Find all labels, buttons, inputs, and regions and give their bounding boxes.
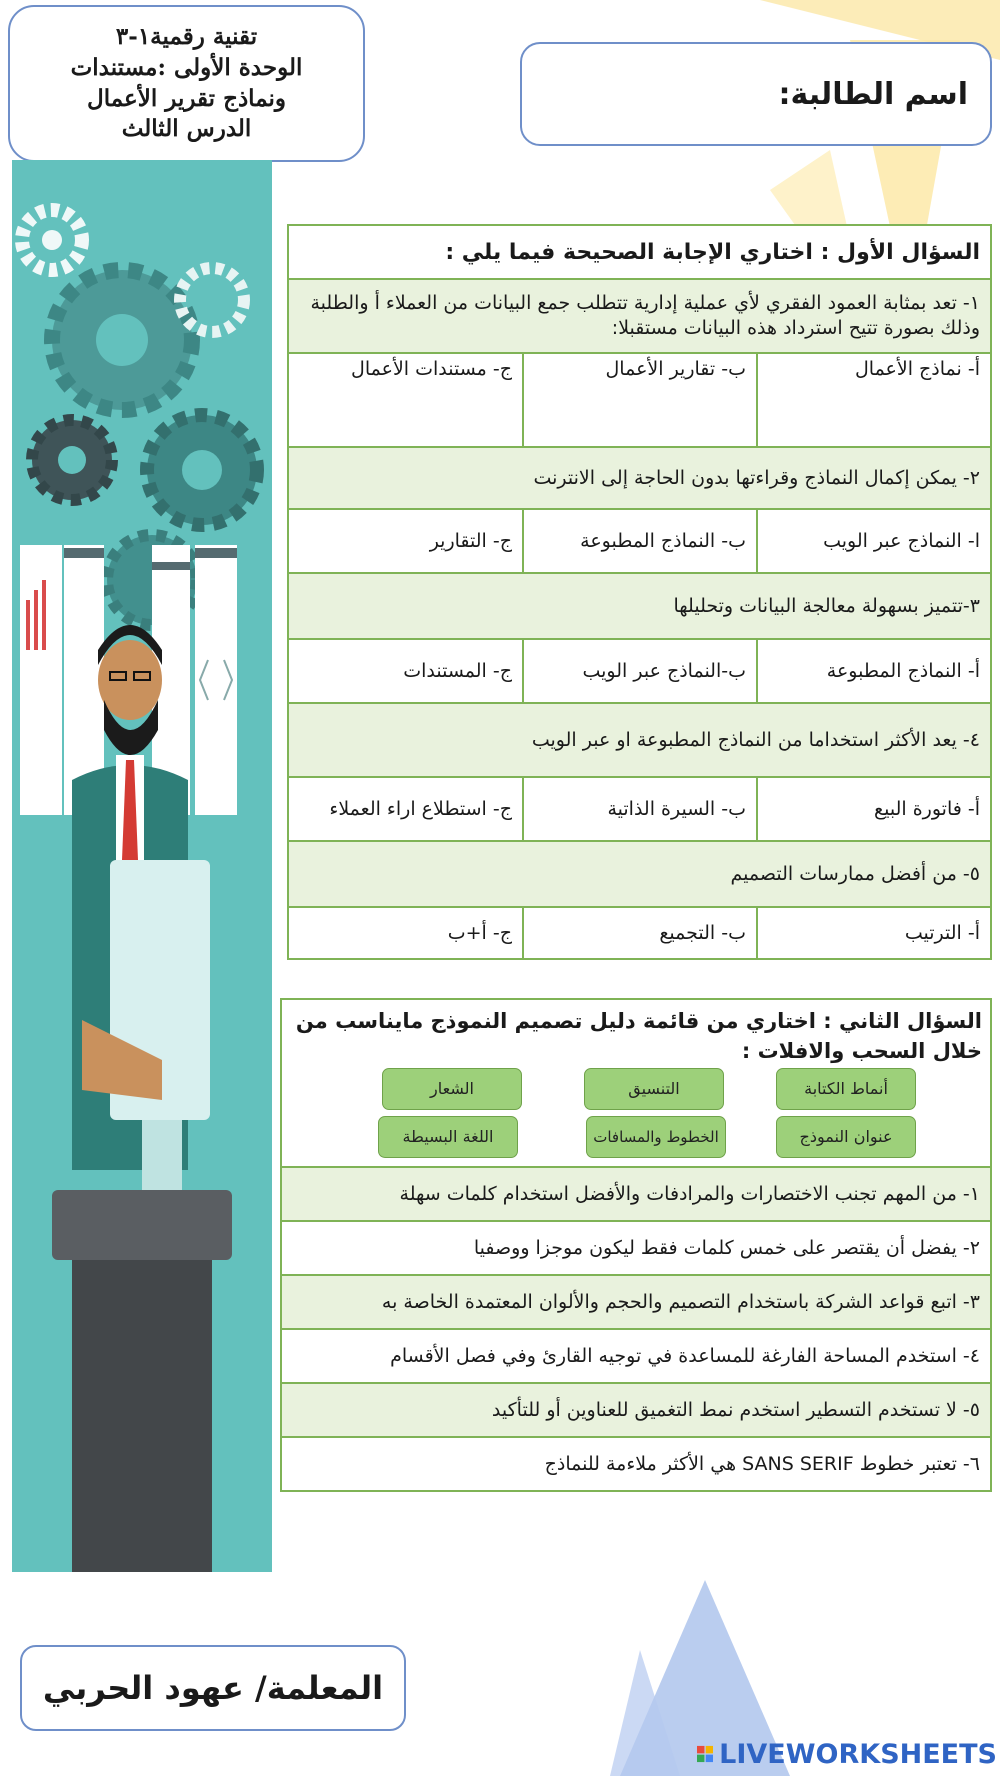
drag-choice[interactable]: التنسيق [584,1068,724,1110]
option-cell[interactable]: ب- التجميع [523,907,757,959]
lesson-line: الدرس الثالث [121,115,252,143]
option-cell[interactable]: ب- السيرة الذاتية [523,777,757,841]
option-cell[interactable]: ب-النماذج عبر الويب [523,639,757,703]
question2-header [280,998,992,1166]
lesson-line: ونماذج تقرير الأعمال [87,84,286,112]
option-cell[interactable]: ا- النماذج عبر الويب [757,509,991,573]
drop-statement[interactable]: ٤- استخدم المساحة الفارغة للمساعدة في توجيه القارئ وفي فصل الأقسام [281,1329,991,1383]
liveworksheets-icon [697,1741,713,1767]
question2-title: السؤال الثاني : اختاري من قائمة دليل تصميم النموذج مايناسب من خلال السحب والافلات : [295,1009,982,1064]
gear-icon [52,270,192,410]
option-cell[interactable]: ب- النماذج المطبوعة [523,509,757,573]
option-cell[interactable]: أ- نماذج الأعمال [757,353,991,447]
option-cell[interactable]: ج- التقارير [288,509,523,573]
drag-choice[interactable]: الخطوط والمسافات [586,1116,726,1158]
business-man-illustration [12,160,272,1572]
lesson-line: تقنية رقمية١-٣ [115,23,258,51]
student-name-box[interactable] [520,42,992,146]
document-sheet [20,545,62,815]
liveworksheets-logo [697,1736,997,1772]
drop-statement[interactable]: ٣- اتبع قواعد الشركة باستخدام التصميم والحجم والألوان المعتمدة الخاصة به [281,1275,991,1329]
option-cell[interactable]: ج- مستندات الأعمال [288,353,523,447]
gear-icon [22,210,82,270]
desk [52,1190,232,1260]
drop-statement[interactable]: ٢- يفضل أن يقتصر على خمس كلمات فقط ليكون موجزا ووصفيا [281,1221,991,1275]
drop-statement[interactable]: ٥- لا تستخدم التسطير استخدم نمط التغميق للعناوين أو للتأكيد [281,1383,991,1437]
document-sheet [195,545,237,815]
gear-icon [147,415,257,525]
teacher-name: المعلمة/ عهود الحربي [42,1669,384,1707]
lesson-title-box [8,5,365,162]
gear-icon [180,268,244,332]
student-name-label: اسم الطالبة: [778,76,968,112]
question-item: ٥- من أفضل ممارسات التصميم [288,841,991,907]
lesson-line: الوحدة الأولى :مستندات [70,53,303,81]
question-item: ١- تعد بمثابة العمود الفقري لأي عملية إدارية تتطلب جمع البيانات من العملاء أ والطلبة وذلك بصورة تتيح استرداد هذه البيانات مستقبلا: [288,279,991,353]
drag-choice[interactable]: اللغة البسيطة [378,1116,518,1158]
drop-statement[interactable]: ١- من المهم تجنب الاختصارات والمرادفات والأفضل استخدام كلمات سهلة [281,1167,991,1221]
question1-table [287,224,992,960]
option-cell[interactable]: ج- المستندات [288,639,523,703]
question2-table [280,1166,992,1492]
option-cell[interactable]: ج- استطلاع اراء العملاء [288,777,523,841]
drag-choice[interactable]: أنماط الكتابة [776,1068,916,1110]
drag-choice[interactable]: عنوان النموذج [776,1116,916,1158]
illustration-panel [12,160,272,1572]
teacher-name-box [20,1645,406,1731]
option-cell[interactable]: أ- النماذج المطبوعة [757,639,991,703]
question-item: ٢- يمكن إكمال النماذج وقراءتها بدون الحاجة إلى الانترنت [288,447,991,509]
question-item: ٣-تتميز بسهولة معالجة البيانات وتحليلها [288,573,991,639]
option-cell[interactable]: ب- تقارير الأعمال [523,353,757,447]
option-cell[interactable]: أ- الترتيب [757,907,991,959]
question-item: ٤- يعد الأكثر استخداما من النماذج المطبوعة او عبر الويب [288,703,991,777]
option-cell[interactable]: أ- فاتورة البيع [757,777,991,841]
gear-icon [32,420,112,500]
brand-name: LIVEWORKSHEETS [719,1738,997,1770]
question1-title: السؤال الأول : اختاري الإجابة الصحيحة فيما يلي : [288,225,991,279]
drop-statement[interactable]: ٦- تعتبر خطوط SANS SERIF هي الأكثر ملاءمة للنماذج [281,1437,991,1491]
drag-choice[interactable]: الشعار [382,1068,522,1110]
option-cell[interactable]: ج- أ+ب [288,907,523,959]
